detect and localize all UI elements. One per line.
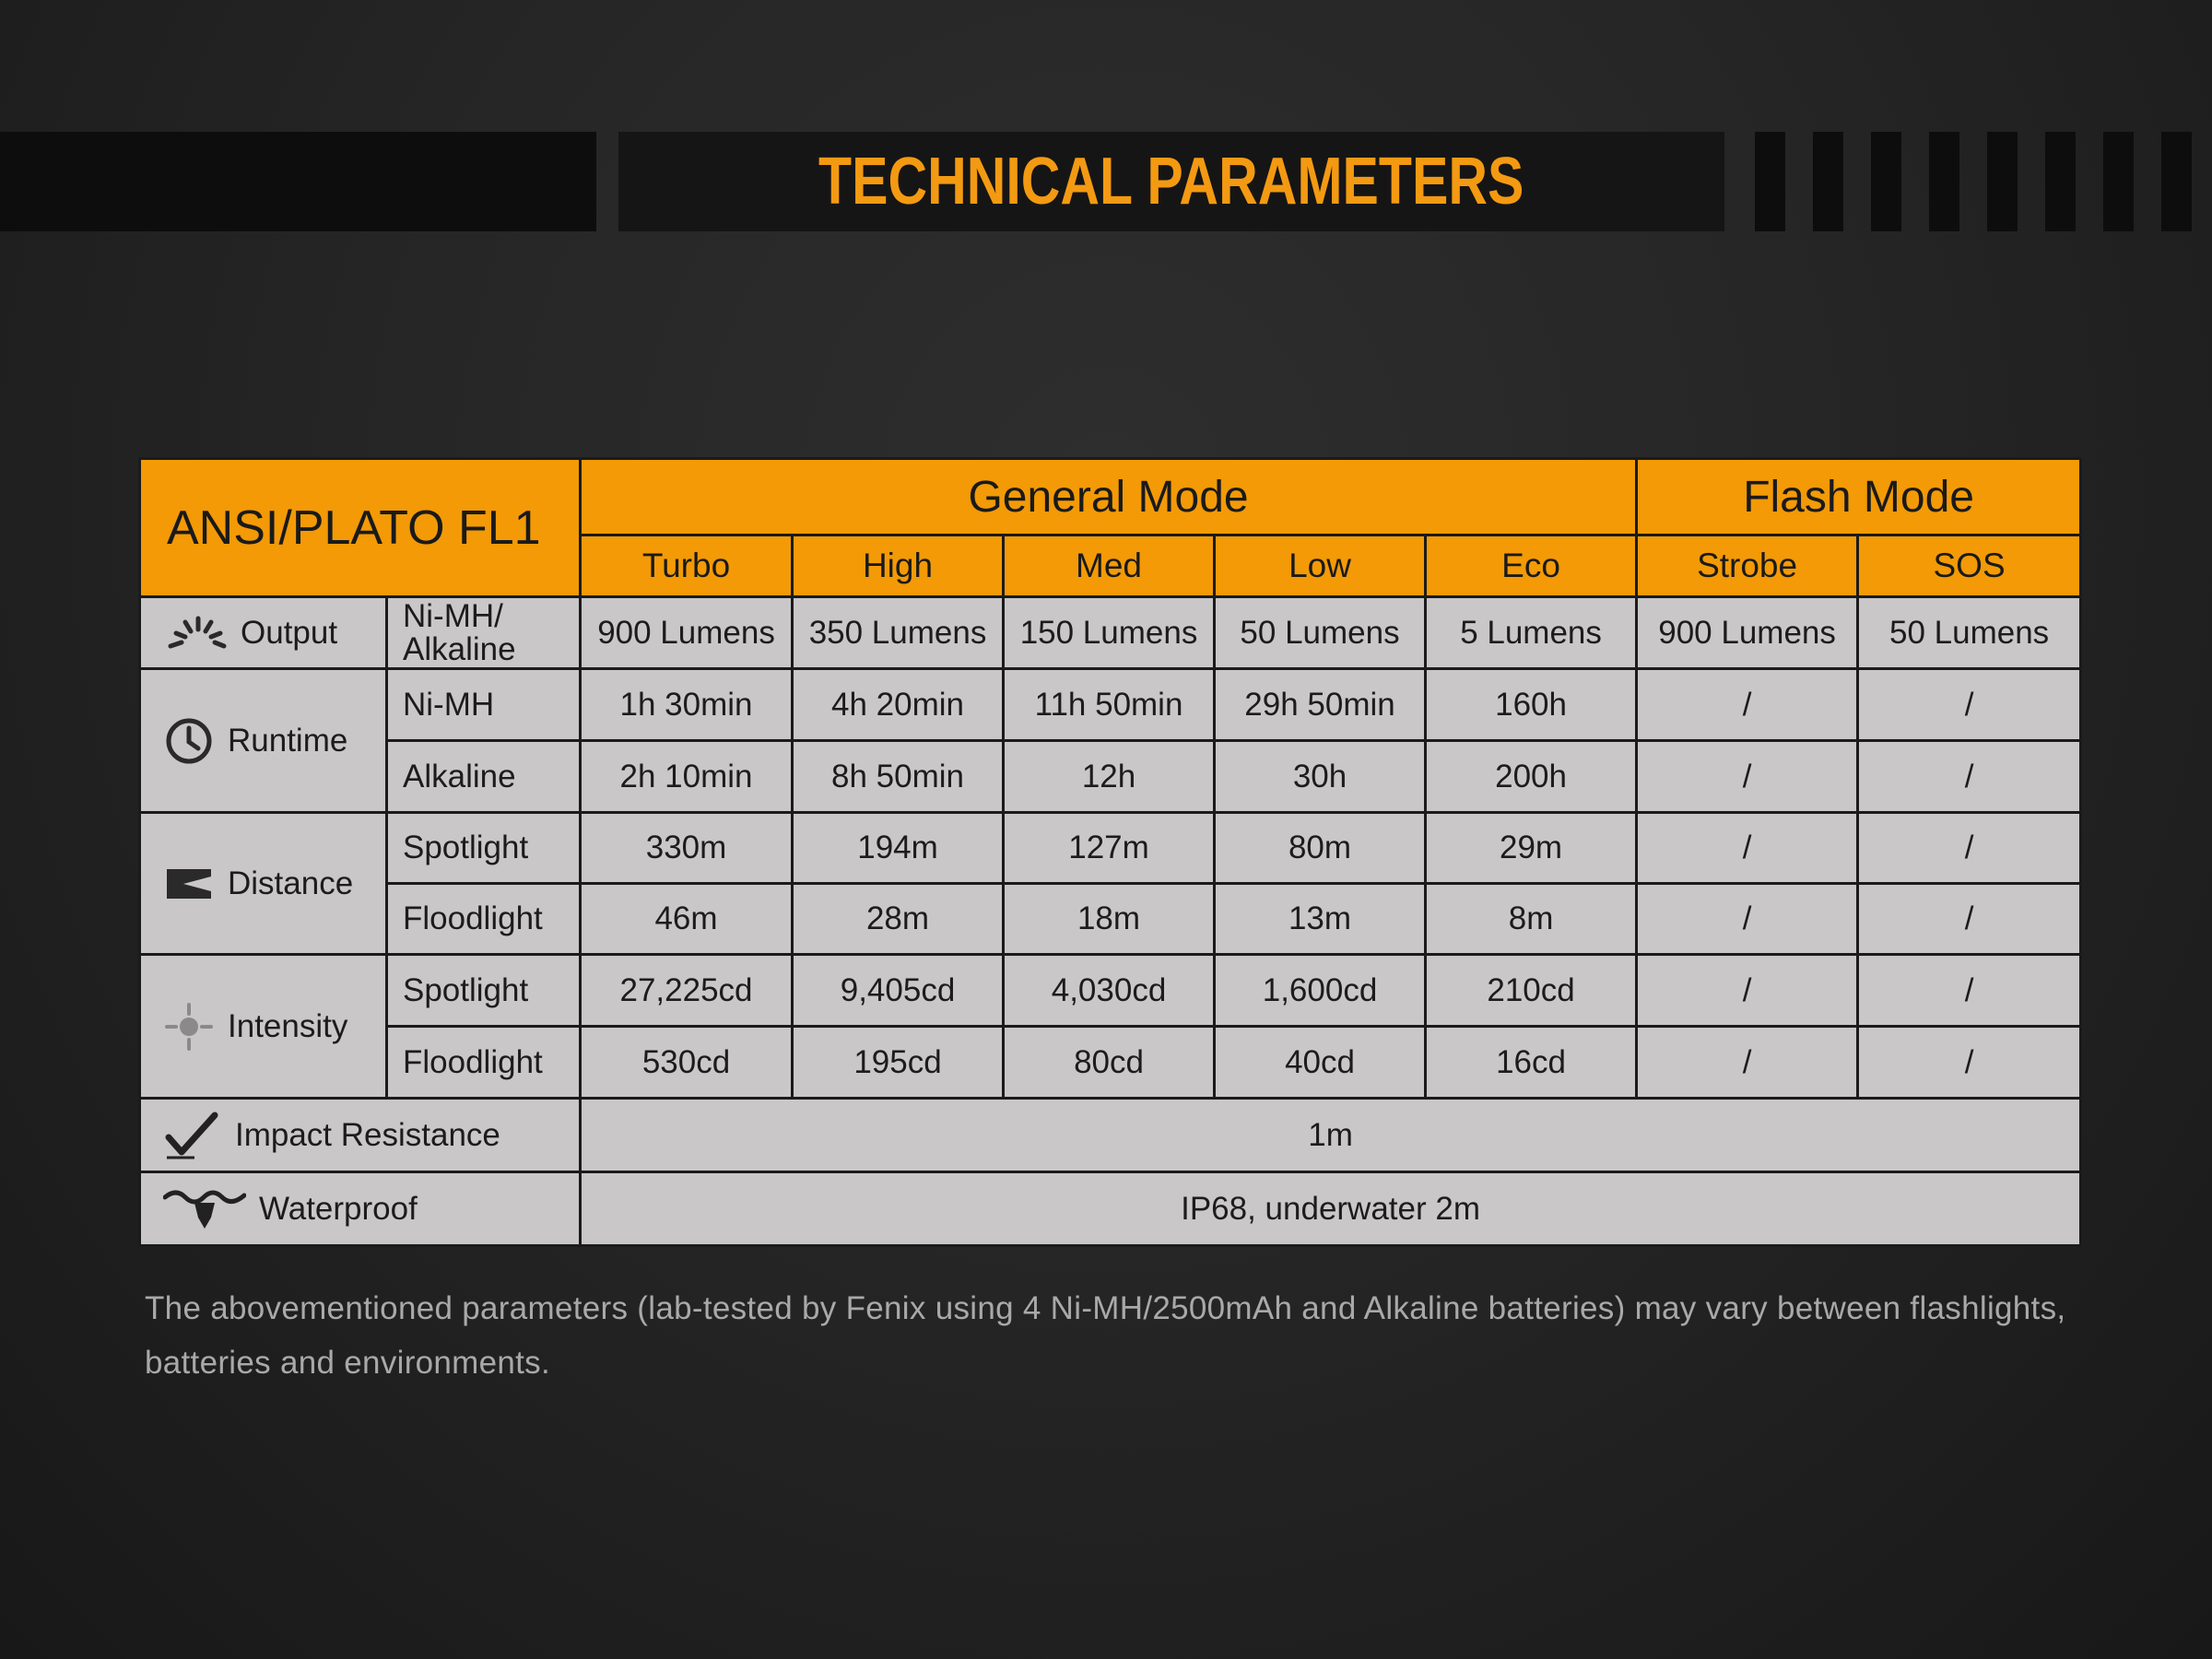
table-cell: 8m <box>1426 884 1637 955</box>
category-runtime <box>140 669 387 813</box>
table-cell: 200h <box>1426 741 1637 813</box>
table-cell: 2h 10min <box>581 741 793 813</box>
table-row <box>140 597 2081 669</box>
mode-header: High <box>793 535 1004 597</box>
header-row-groups <box>140 459 2081 535</box>
intensity-icon <box>163 1001 215 1053</box>
table-cell: 29m <box>1426 813 1637 884</box>
table-cell: 80m <box>1215 813 1426 884</box>
table-cell: 1h 30min <box>581 669 793 741</box>
table-cell: / <box>1858 884 2081 955</box>
table-cell: 27,225cd <box>581 955 793 1027</box>
waterproof-value: IP68, underwater 2m <box>581 1172 2081 1246</box>
table-cell: / <box>1858 813 2081 884</box>
table-cell: / <box>1637 669 1858 741</box>
table-cell: 210cd <box>1426 955 1637 1027</box>
table-cell: / <box>1637 884 1858 955</box>
banner-stripe <box>2103 132 2134 231</box>
table-cell: 16cd <box>1426 1027 1637 1099</box>
category-intensity <box>140 955 387 1099</box>
table-cell: 350 Lumens <box>793 597 1004 669</box>
table-cell: 28m <box>793 884 1004 955</box>
table-row <box>140 1099 2081 1172</box>
sub-label: Ni-MH <box>387 669 581 741</box>
banner-left-bar <box>0 132 596 231</box>
category-label: Output <box>241 614 338 651</box>
table-cell: / <box>1637 741 1858 813</box>
table-cell: 4,030cd <box>1004 955 1215 1027</box>
light-rays-icon <box>163 613 228 653</box>
page-title: TECHNICAL PARAMETERS <box>818 145 1524 218</box>
sub-label: Floodlight <box>387 884 581 955</box>
category-impact <box>140 1099 581 1172</box>
water-splash-icon <box>163 1186 246 1232</box>
table-row <box>140 955 2081 1027</box>
category-label: Intensity <box>228 1007 348 1044</box>
table-row <box>140 1172 2081 1246</box>
battery-type: Ni-MH/ Alkaline <box>387 597 581 669</box>
table-cell: 194m <box>793 813 1004 884</box>
table-cell: 900 Lumens <box>581 597 793 669</box>
mode-header: SOS <box>1858 535 2081 597</box>
sub-label: Spotlight <box>387 813 581 884</box>
table-cell: 4h 20min <box>793 669 1004 741</box>
banner <box>618 132 1724 231</box>
banner-stripe <box>1755 132 1785 231</box>
group-general-mode: General Mode <box>581 459 1637 535</box>
impact-value: 1m <box>581 1099 2081 1172</box>
table-cell: 13m <box>1215 884 1426 955</box>
table-cell: 50 Lumens <box>1858 597 2081 669</box>
table-cell: 18m <box>1004 884 1215 955</box>
table-cell: 50 Lumens <box>1215 597 1426 669</box>
impact-check-icon <box>163 1110 222 1161</box>
table-cell: 530cd <box>581 1027 793 1099</box>
table-cell: 330m <box>581 813 793 884</box>
sub-label: Spotlight <box>387 955 581 1027</box>
category-distance <box>140 813 387 955</box>
category-label: Distance <box>228 865 354 901</box>
category-waterproof <box>140 1172 581 1246</box>
category-label: Impact Resistance <box>235 1116 500 1153</box>
table-row <box>140 741 2081 813</box>
table-cell: 12h <box>1004 741 1215 813</box>
mode-header: Med <box>1004 535 1215 597</box>
table-cell: 150 Lumens <box>1004 597 1215 669</box>
category-output <box>140 597 387 669</box>
table-cell: / <box>1637 955 1858 1027</box>
table-cell: / <box>1637 1027 1858 1099</box>
mode-header: Turbo <box>581 535 793 597</box>
table-cell: 11h 50min <box>1004 669 1215 741</box>
mode-header: Low <box>1215 535 1426 597</box>
table-cell: 29h 50min <box>1215 669 1426 741</box>
mode-header: Eco <box>1426 535 1637 597</box>
banner-stripe <box>1871 132 1901 231</box>
group-flash-mode: Flash Mode <box>1637 459 2081 535</box>
table-cell: / <box>1858 1027 2081 1099</box>
mode-header: Strobe <box>1637 535 1858 597</box>
table-cell: 5 Lumens <box>1426 597 1637 669</box>
sub-label: Alkaline <box>387 741 581 813</box>
table-row <box>140 669 2081 741</box>
table-cell: 9,405cd <box>793 955 1004 1027</box>
sub-label: Floodlight <box>387 1027 581 1099</box>
table-row <box>140 813 2081 884</box>
table-cell: 30h <box>1215 741 1426 813</box>
table-cell: / <box>1858 741 2081 813</box>
table-cell: 46m <box>581 884 793 955</box>
table-row <box>140 1027 2081 1099</box>
banner-stripe <box>1929 132 1959 231</box>
category-label: Waterproof <box>259 1190 418 1227</box>
table-row <box>140 884 2081 955</box>
banner-stripe <box>2045 132 2076 231</box>
table-cell: 8h 50min <box>793 741 1004 813</box>
table-cell: / <box>1858 955 2081 1027</box>
table-cell: 160h <box>1426 669 1637 741</box>
beam-distance-icon <box>163 865 215 902</box>
disclaimer-note: The abovementioned parameters (lab-tested by Fenix using 4 Ni-MH/2500mAh and Alkaline batteries) may vary between flashlights, batteries and environments. <box>145 1290 2066 1381</box>
table-cell: / <box>1858 669 2081 741</box>
table-cell: 900 Lumens <box>1637 597 1858 669</box>
table-cell: 40cd <box>1215 1027 1426 1099</box>
clock-icon <box>163 715 215 767</box>
banner-stripe <box>1813 132 1843 231</box>
table-cell: 1,600cd <box>1215 955 1426 1027</box>
table-cell: 195cd <box>793 1027 1004 1099</box>
table-cell: / <box>1637 813 1858 884</box>
banner-stripe <box>2161 132 2192 231</box>
parameters-table <box>138 457 2082 1247</box>
banner-stripe <box>1987 132 2018 231</box>
category-label: Runtime <box>228 722 348 759</box>
table-cell: 127m <box>1004 813 1215 884</box>
standard-label: ANSI/PLATO FL1 <box>140 459 581 597</box>
table-cell: 80cd <box>1004 1027 1215 1099</box>
